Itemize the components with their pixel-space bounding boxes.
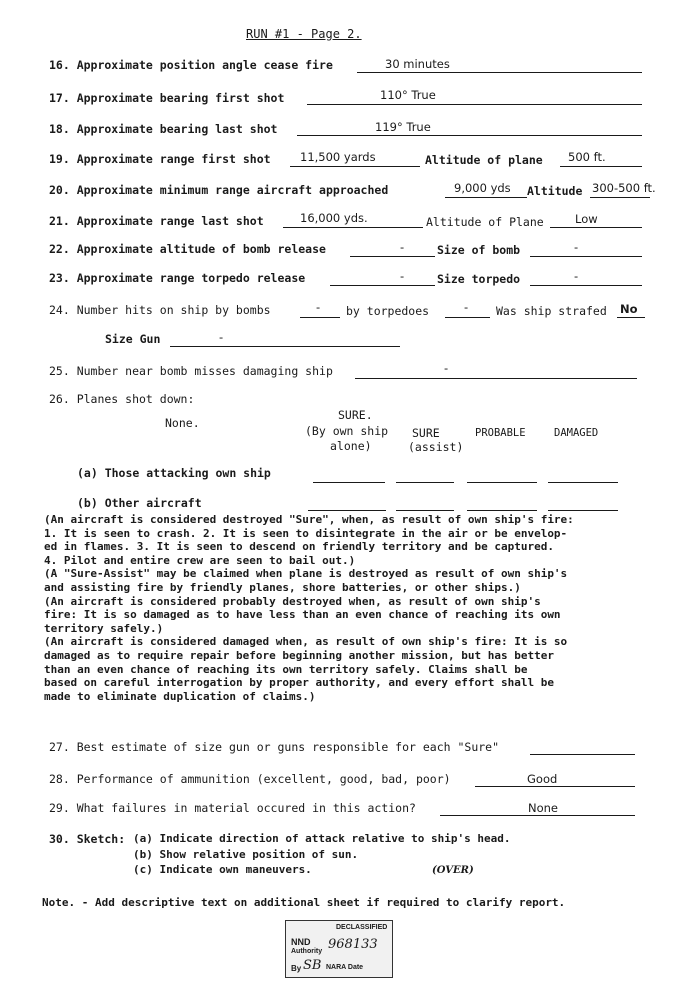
stamp-authority-sub: Authority xyxy=(291,948,323,955)
item-17-label: 17. Approximate bearing first shot xyxy=(49,91,285,105)
item-29-line xyxy=(440,815,635,816)
item-24-value3: No xyxy=(620,302,638,316)
item-22-value: - xyxy=(400,240,405,254)
row-b-cell-probable xyxy=(467,510,537,511)
item-22-value2: - xyxy=(574,240,579,254)
col-sure: SURE. xyxy=(338,408,373,422)
item-19-line xyxy=(290,166,420,167)
definitions-paragraph: (An aircraft is considered destroyed "Sure", when, as result of own ship's fire: 1. It is seen to crash. 2. It is seen to disintegrate in the air or be envelop- ed in flames. 3. It is seen to descend on friendly territory and be captured. 4. Pilot and entire crew are seen to bail out.) (A "Sure-Assist" may be claimed when plane is destroyed as result of own ship's and assisting fire by friendly planes, shore batteries, or other ships.) (An aircraft is considered probably destroyed when, as result of own ship's fire: It is so damaged as to have less than an even chance of reaching its own territory safely.) (An aircraft is considered damaged when, as result of own ship's fire: It is so damaged as to require repair before beginning another mission, but has better than an even chance of reaching its own territory safely. Claims shall be based on careful interrogation by proper authority, and every effort shall be made to eliminate duplication of claims.) xyxy=(44,513,574,703)
col-probable: PROBABLE xyxy=(475,427,526,439)
item-18-label: 18. Approximate bearing last shot xyxy=(49,122,278,136)
note-text: Note. - Add descriptive text on additional sheet if required to clarify report. xyxy=(42,896,566,909)
item-26-value: None. xyxy=(165,416,200,430)
row-a-cell-sure xyxy=(313,482,385,483)
item-19-label2: Altitude of plane xyxy=(425,153,543,167)
item-24-line3 xyxy=(617,317,645,318)
item-24-line xyxy=(300,317,340,318)
item-21-label2: Altitude of Plane xyxy=(426,215,544,229)
row-a-cell-probable xyxy=(467,482,537,483)
col-sure-sub1: (By own ship xyxy=(305,424,389,438)
stamp-nara-date: NARA Date xyxy=(326,964,364,971)
row-b-label: (b) Other aircraft xyxy=(77,496,202,510)
item-23-value2: - xyxy=(574,269,579,283)
item-28-value: Good xyxy=(527,772,558,786)
item-17-value: 110° True xyxy=(380,88,436,102)
item-25-line xyxy=(355,378,637,379)
item-25-value: - xyxy=(444,361,449,375)
row-a-label: (a) Those attacking own ship xyxy=(77,466,271,480)
item-24-line4 xyxy=(170,346,400,347)
row-a-cell-assist xyxy=(396,482,454,483)
item-30-a: (a) Indicate direction of attack relative to ship's head. xyxy=(133,832,511,845)
stamp-by-value: SB xyxy=(303,958,322,973)
item-23-line xyxy=(330,285,435,286)
item-23-line2 xyxy=(530,285,642,286)
stamp-authority-value: 968133 xyxy=(328,937,378,952)
item-16-label: 16. Approximate position angle cease fire xyxy=(49,58,333,72)
item-16-line xyxy=(357,72,642,73)
item-20-line2 xyxy=(590,197,650,198)
item-26-label: 26. Planes shot down: xyxy=(49,392,195,406)
item-24-value: - xyxy=(316,300,321,314)
col-sure-sub2: alone) xyxy=(330,439,372,453)
item-16-value: 30 minutes xyxy=(385,57,450,71)
item-19-value2: 500 ft. xyxy=(568,150,606,164)
item-29-label: 29. What failures in material occured in this action? xyxy=(49,801,416,815)
item-23-value: - xyxy=(400,269,405,283)
item-24-line2 xyxy=(445,317,490,318)
item-20-line xyxy=(445,197,527,198)
item-28-line xyxy=(475,786,635,787)
stamp-by-label: By xyxy=(291,964,302,973)
row-b-cell-damaged xyxy=(548,510,618,511)
page-header: RUN #1 - Page 2. xyxy=(246,27,362,41)
col-assist: SURE xyxy=(412,426,440,440)
item-24-value4: - xyxy=(219,330,224,344)
item-22-line xyxy=(350,256,435,257)
item-27-line xyxy=(530,754,635,755)
item-24-label4: Size Gun xyxy=(105,332,161,346)
item-29-value: None xyxy=(528,801,559,815)
item-21-label: 21. Approximate range last shot xyxy=(49,214,264,228)
item-24-label3: Was ship strafed xyxy=(496,304,607,318)
item-23-label2: Size torpedo xyxy=(437,272,521,286)
item-28-label: 28. Performance of ammunition (excellent, good, bad, poor) xyxy=(49,772,451,786)
item-30-label: 30. Sketch: xyxy=(49,832,126,846)
item-17-line xyxy=(307,104,642,105)
row-a-cell-damaged xyxy=(548,482,618,483)
item-30-b: (b) Show relative position of sun. xyxy=(133,848,359,861)
item-22-line2 xyxy=(530,256,642,257)
stamp-authority-label: NND xyxy=(291,937,311,947)
item-19-line2 xyxy=(560,166,642,167)
item-24-label2: by torpedoes xyxy=(346,304,430,318)
item-18-value: 119° True xyxy=(375,120,431,134)
item-18-line xyxy=(297,135,642,136)
item-20-label2: Altitude xyxy=(527,184,583,198)
stamp-title: DECLASSIFIED xyxy=(336,924,388,931)
row-b-cell-sure xyxy=(308,510,386,511)
row-b-cell-assist xyxy=(396,510,454,511)
item-24-value2: - xyxy=(464,300,469,314)
item-21-line2 xyxy=(550,227,642,228)
item-30-c: (c) Indicate own maneuvers. xyxy=(133,863,312,876)
item-22-label: 22. Approximate altitude of bomb release xyxy=(49,242,326,256)
item-19-label: 19. Approximate range first shot xyxy=(49,152,271,166)
item-22-label2: Size of bomb xyxy=(437,243,521,257)
item-21-line xyxy=(283,227,423,228)
item-27-label: 27. Best estimate of size gun or guns responsible for each "Sure" xyxy=(49,740,500,754)
item-19-value: 11,500 yards xyxy=(300,150,376,164)
col-assist-sub: (assist) xyxy=(408,440,464,454)
item-20-value2: 300-500 ft. xyxy=(592,181,656,195)
col-damaged: DAMAGED xyxy=(554,427,599,439)
item-20-value: 9,000 yds xyxy=(454,181,511,195)
item-25-label: 25. Number near bomb misses damaging ship xyxy=(49,364,333,378)
item-23-label: 23. Approximate range torpedo release xyxy=(49,271,306,285)
over-note: (OVER) xyxy=(432,865,474,876)
item-20-label: 20. Approximate minimum range aircraft approached xyxy=(49,183,389,197)
declassified-stamp xyxy=(285,920,393,978)
item-24-label: 24. Number hits on ship by bombs xyxy=(49,303,271,317)
item-21-value: 16,000 yds. xyxy=(300,211,368,225)
item-21-value2: Low xyxy=(575,212,598,226)
